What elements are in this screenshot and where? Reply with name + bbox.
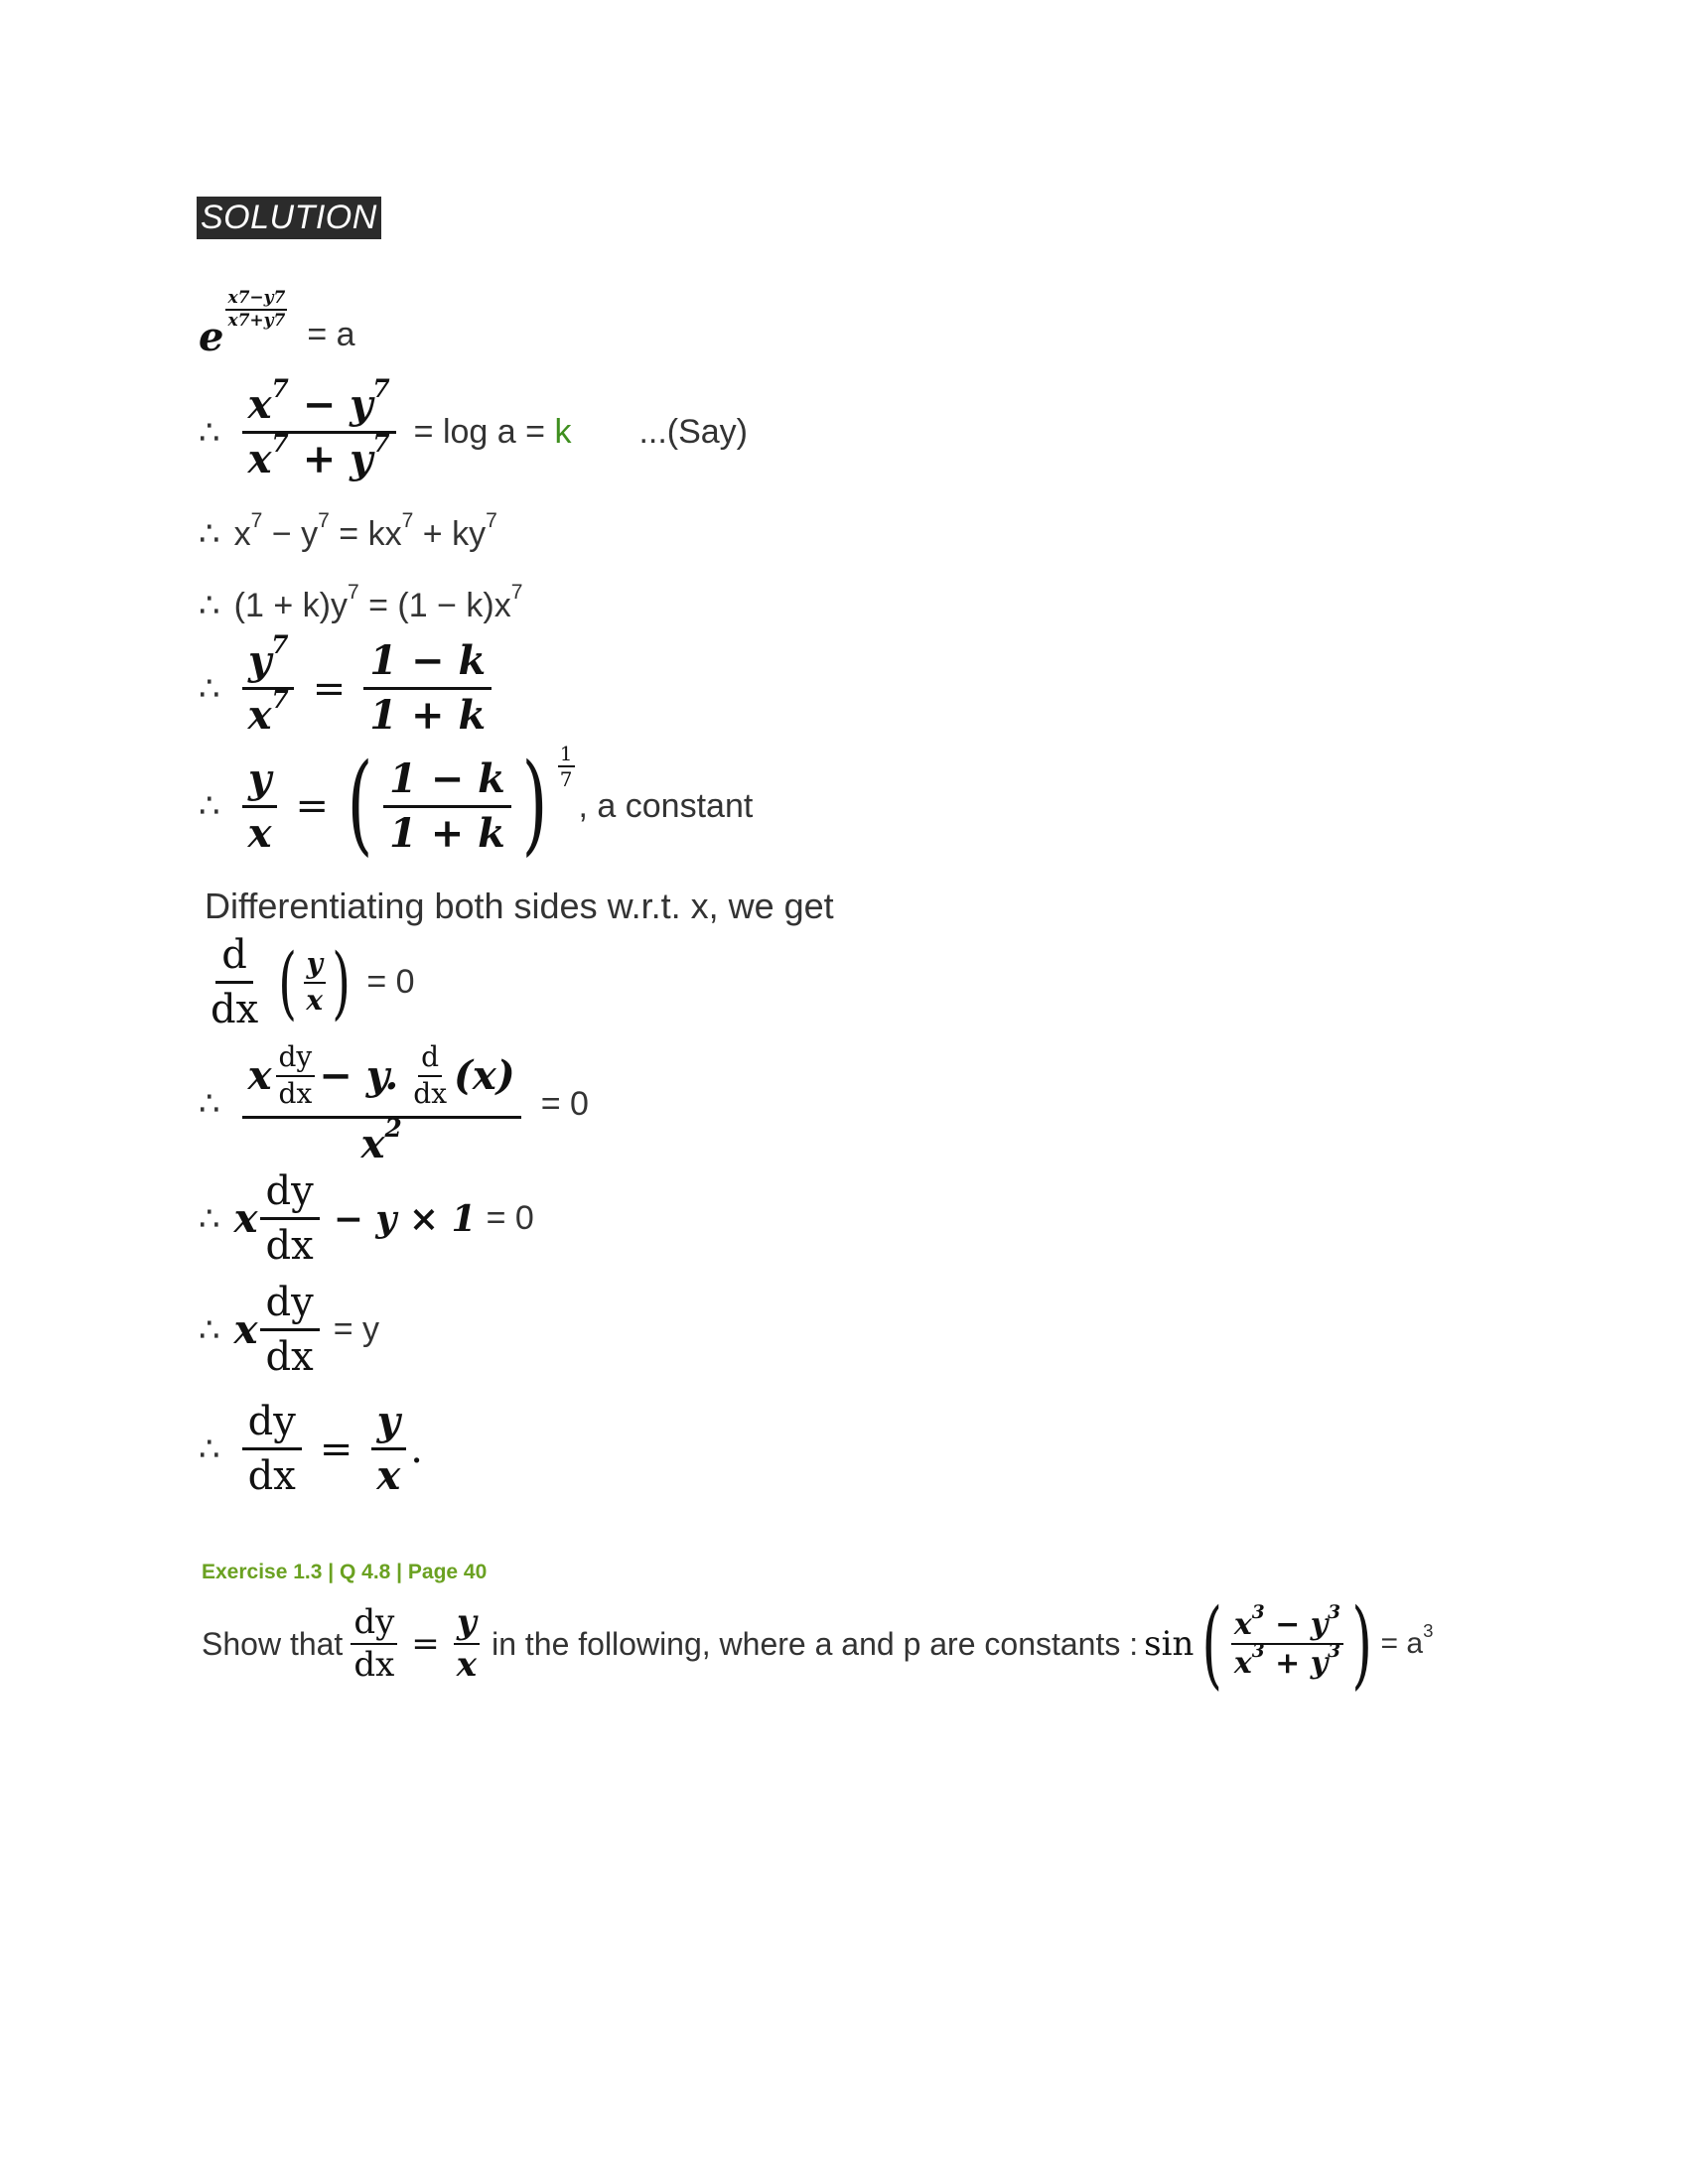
dy-dx-fraction: $\frac{dy}{dx}$ (242, 1400, 302, 1498)
constant-k: k (554, 413, 572, 451)
derivative-operator: $\frac{d}{dx}$ (211, 932, 259, 1032)
therefore-symbol: ∴ (199, 1429, 220, 1469)
step-8 (205, 933, 415, 1031)
question-lead: Show that (202, 1625, 344, 1662)
y-over-x-fraction: $\frac{y}{x}$ (370, 1400, 406, 1498)
fraction (242, 373, 396, 482)
exponent-denominator: x7+y7 (227, 310, 286, 331)
step-11 (199, 1281, 379, 1379)
exponent-fraction: $\frac{1}{7}$ (559, 742, 573, 791)
say-note: ...(Say) (638, 413, 749, 451)
left-paren: ( (1201, 1588, 1223, 1700)
instruction-text: Differentiating both sides w.r.t. x, we get (205, 886, 834, 926)
right-fraction: $\frac{1 - k}{1 + k}$ (363, 639, 492, 738)
exponent-numerator: x7−y7 (225, 289, 287, 311)
therefore-symbol: ∴ (199, 668, 220, 709)
equation-text: $(1 + k)y^7 = (1 - k)x^7$ (233, 580, 523, 624)
rhs: = a (307, 316, 355, 353)
subtraction-term: − y × 1 (333, 1197, 477, 1240)
numerator: x $\frac{dy}{dx}$ − y. $\frac{d}{dx}$ (x) (242, 1042, 521, 1119)
equals: = (312, 665, 347, 712)
step-10 (199, 1169, 534, 1268)
solution-label: SOLUTION (197, 197, 381, 239)
therefore-symbol: ∴ (199, 1084, 220, 1125)
denominator: $x^7 + y^7$ (247, 428, 390, 482)
therefore-symbol: ∴ (199, 786, 220, 826)
quotient-fraction (242, 1042, 521, 1166)
question-middle: in the following, where a and p are constants : (492, 1625, 1139, 1662)
base-e: e (199, 314, 224, 360)
x-term: x (233, 1195, 258, 1242)
equals: = (295, 783, 330, 829)
left-fraction: $\frac{y}{x}$ (242, 757, 278, 856)
right-paren: ) (521, 740, 548, 867)
equation-text: $x^7 - y^7 = kx^7 + ky^7$ (233, 508, 497, 553)
sin-argument-fraction: $\frac{x^3 - y^3}{x^3 + y^3}$ (1231, 1608, 1343, 1680)
step-2 (199, 373, 749, 482)
exponent-fraction (225, 289, 287, 330)
left-fraction: $\frac{y^7}{x^7}$ (242, 639, 295, 738)
step-7 (205, 886, 834, 927)
exercise-reference: Exercise 1.3 | Q 4.8 | Page 40 (202, 1561, 488, 1583)
step-6 (199, 740, 754, 867)
equals: = (319, 1426, 353, 1472)
x-term: x (233, 1306, 258, 1353)
denominator: $x^2$ (360, 1113, 402, 1167)
step-4 (199, 580, 523, 625)
rhs: = 0 (486, 1199, 534, 1237)
dy-dx-fraction: $\frac{dy}{dx}$ (260, 1169, 320, 1268)
right-paren: ) (1351, 1588, 1373, 1700)
rhs: = log a = k (413, 413, 572, 451)
dy-dx-fraction: $\frac{dy}{dx}$ (351, 1604, 397, 1685)
left-paren: ( (347, 740, 373, 867)
step-3 (199, 508, 497, 554)
inner-fraction: $\frac{y}{x}$ (303, 949, 326, 1017)
numerator: $x^7 - y^7$ (242, 383, 396, 434)
therefore-symbol: ∴ (199, 586, 220, 625)
step-1 (199, 288, 355, 360)
rhs: = 0 (540, 1084, 589, 1123)
therefore-symbol: ∴ (199, 1309, 220, 1350)
right-paren: ) (332, 935, 352, 1028)
step-9 (199, 1042, 589, 1166)
therefore-symbol: ∴ (199, 1198, 220, 1239)
therefore-symbol: ∴ (199, 514, 220, 554)
equals: = (411, 1624, 440, 1664)
step-12 (199, 1400, 423, 1498)
y-over-x-fraction: $\frac{y}{x}$ (454, 1604, 480, 1685)
rhs: = 0 (366, 963, 415, 1001)
sin-function: sin (1144, 1624, 1195, 1664)
period: . (410, 1426, 423, 1472)
left-paren: ( (278, 935, 298, 1028)
question-rhs: = $a^3$ (1380, 1620, 1434, 1660)
dy-dx-fraction: $\frac{dy}{dx}$ (260, 1281, 320, 1379)
rhs: = y (333, 1310, 380, 1348)
constant-note: , a constant (578, 786, 754, 825)
step-5 (199, 629, 499, 739)
next-question (202, 1588, 1434, 1700)
therefore-symbol: ∴ (199, 412, 220, 453)
inner-fraction: $\frac{1 - k}{1 + k}$ (383, 757, 511, 856)
